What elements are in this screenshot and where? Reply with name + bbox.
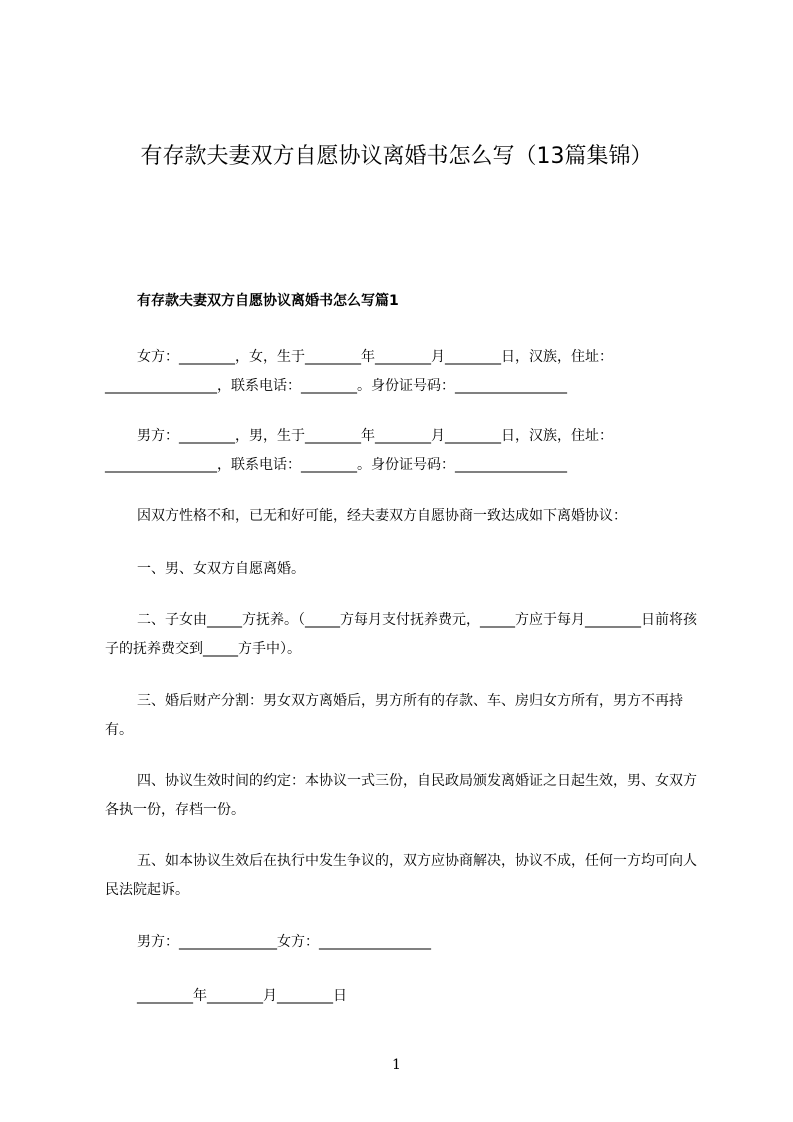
paragraph-clause-5: 五、如本协议生效后在执行中发生争议的，双方应协商解决，协议不成，任何一方均可向人民法院起诉。 bbox=[105, 853, 697, 898]
paragraph-clause-3: 三、婚后财产分割：男女双方离婚后，男方所有的存款、车、房归女方所有，男方不再持有。 bbox=[105, 693, 683, 738]
signature-line: 男方：______________女方：________________ bbox=[137, 934, 431, 950]
section-heading: 有存款夫妻双方自愿协议离婚书怎么写篇1 bbox=[137, 293, 399, 309]
document-title: 有存款夫妻双方自愿协议离婚书怎么写（13篇集锦） bbox=[140, 144, 653, 169]
paragraph-clause-4: 四、协议生效时间的约定：本协议一式三份，自民政局颁发离婚证之日起生效，男、女双方各执一份，存档一份。 bbox=[105, 773, 697, 818]
paragraph-female-party: 女方：________，女，生于________年________月________日，汉族，住址：________________，联系电话：________。身份证号码：________________ bbox=[105, 349, 613, 394]
date-line: ________年________月________日 bbox=[137, 988, 347, 1004]
paragraph-male-party: 男方：________，男，生于________年________月________日，汉族，住址：________________，联系电话：________。身份证号码：________________ bbox=[105, 428, 613, 473]
page-number: 1 bbox=[392, 1057, 401, 1073]
paragraph-clause-1: 一、男、女双方自愿离婚。 bbox=[137, 561, 305, 577]
paragraph-agreement-intro: 因双方性格不和，已无和好可能，经夫妻双方自愿协商一致达成如下离婚协议： bbox=[137, 508, 627, 524]
paragraph-clause-2: 二、子女由_____方抚养。（_____方每月支付抚养费元，_____方应于每月________日前将孩子的抚养费交到_____方手中）。 bbox=[105, 612, 697, 657]
